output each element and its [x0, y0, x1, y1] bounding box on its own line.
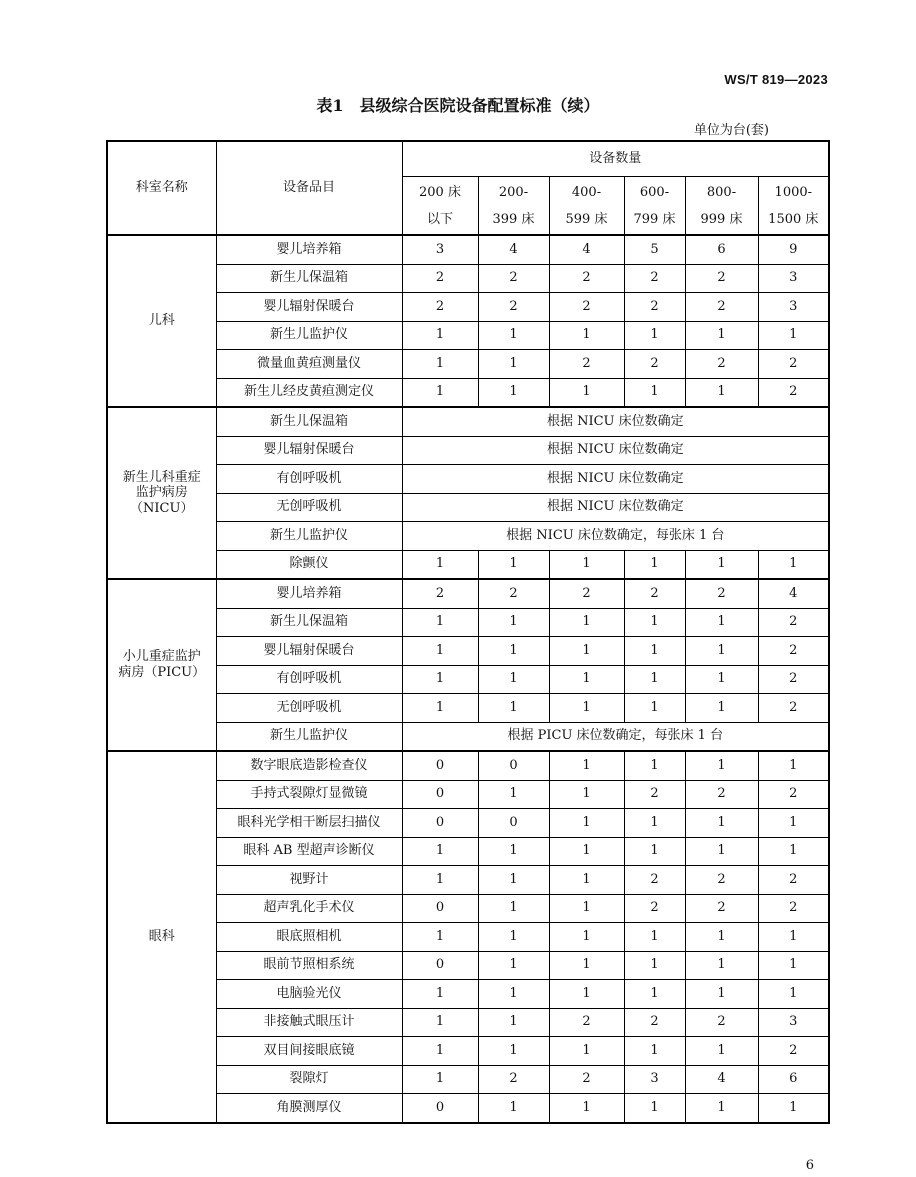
equipment-item: 新生儿保温箱 — [216, 608, 402, 637]
quantity-cell: 0 — [478, 751, 549, 780]
quantity-cell: 2 — [758, 665, 829, 694]
quantity-cell: 2 — [758, 378, 829, 407]
quantity-cell: 1 — [402, 923, 478, 952]
quantity-cell: 5 — [624, 235, 685, 264]
quantity-cell: 1 — [549, 1037, 624, 1066]
quantity-cell: 1 — [549, 866, 624, 895]
quantity-cell: 1 — [402, 1037, 478, 1066]
table-row — [107, 293, 829, 322]
quantity-cell: 4 — [478, 235, 549, 264]
quantity-cell: 1 — [624, 1037, 685, 1066]
quantity-cell: 1 — [624, 980, 685, 1009]
quantity-cell: 2 — [758, 608, 829, 637]
equipment-item: 电脑验光仪 — [216, 980, 402, 1009]
equipment-item: 微量血黄疸测量仪 — [216, 350, 402, 379]
department-name — [107, 407, 216, 579]
quantity-cell: 1 — [624, 809, 685, 838]
table-row — [107, 694, 829, 723]
bed-range-line2: 599 床 — [565, 211, 608, 227]
bed-range-line1: 600- — [639, 184, 670, 200]
quantity-cell: 1 — [758, 550, 829, 579]
table-row — [107, 1065, 829, 1094]
department-name-line: 病房（PICU） — [118, 665, 206, 680]
bed-range-line1: 200- — [498, 184, 529, 200]
quantity-cell: 0 — [478, 809, 549, 838]
quantity-cell: 1 — [685, 550, 758, 579]
quantity-cell: 1 — [685, 923, 758, 952]
quantity-cell: 1 — [478, 1037, 549, 1066]
quantity-cell: 2 — [685, 894, 758, 923]
bed-range-header — [549, 177, 624, 236]
quantity-cell: 1 — [402, 1008, 478, 1037]
quantity-cell: 3 — [758, 293, 829, 322]
department-name-line: 眼科 — [148, 928, 175, 944]
quantity-cell: 2 — [624, 780, 685, 809]
quantity-cell: 1 — [624, 665, 685, 694]
quantity-cell: 4 — [549, 235, 624, 264]
quantity-cell: 2 — [549, 1065, 624, 1094]
quantity-cell: 3 — [402, 235, 478, 264]
quantity-cell: 1 — [624, 550, 685, 579]
bed-range-header — [758, 177, 829, 236]
quantity-cell: 1 — [478, 321, 549, 350]
quantity-cell: 1 — [478, 608, 549, 637]
quantity-cell: 1 — [402, 1065, 478, 1094]
bed-range-header — [685, 177, 758, 236]
quantity-cell: 2 — [685, 866, 758, 895]
quantity-cell: 1 — [549, 1094, 624, 1123]
quantity-cell: 0 — [402, 751, 478, 780]
department-name-line: （NICU） — [130, 500, 194, 516]
quantity-cell: 1 — [478, 780, 549, 809]
quantity-cell: 0 — [402, 809, 478, 838]
table-title: 表1 县级综合医院设备配置标准（续） — [316, 96, 600, 115]
table-row — [107, 809, 829, 838]
quantity-cell: 1 — [549, 378, 624, 407]
equipment-item: 婴儿辐射保暖台 — [216, 293, 402, 322]
equipment-item: 有创呼吸机 — [216, 465, 402, 494]
equipment-item: 超声乳化手术仪 — [216, 894, 402, 923]
department-name — [107, 235, 216, 407]
quantity-cell: 2 — [402, 293, 478, 322]
quantity-cell: 1 — [478, 894, 549, 923]
quantity-cell: 2 — [685, 293, 758, 322]
quantity-cell: 1 — [549, 894, 624, 923]
quantity-cell: 1 — [478, 637, 549, 666]
quantity-cell: 1 — [758, 980, 829, 1009]
quantity-cell: 2 — [402, 264, 478, 293]
table-row — [107, 894, 829, 923]
equipment-item: 手持式裂隙灯显微镜 — [216, 780, 402, 809]
quantity-cell: 1 — [685, 837, 758, 866]
quantity-cell: 1 — [685, 378, 758, 407]
quantity-cell: 1 — [758, 751, 829, 780]
equipment-item: 除颤仪 — [216, 550, 402, 579]
quantity-cell: 1 — [402, 378, 478, 407]
equipment-item: 眼科光学相干断层扫描仪 — [216, 809, 402, 838]
quantity-cell: 1 — [402, 866, 478, 895]
quantity-cell: 1 — [402, 321, 478, 350]
quantity-cell: 1 — [402, 637, 478, 666]
bed-based-note: 根据 PICU 床位数确定，每张床 1 台 — [402, 722, 829, 751]
quantity-cell: 2 — [549, 293, 624, 322]
quantity-cell: 2 — [549, 1008, 624, 1037]
quantity-cell: 2 — [478, 579, 549, 608]
table-row — [107, 436, 829, 465]
equipment-item: 非接触式眼压计 — [216, 1008, 402, 1037]
quantity-cell: 2 — [685, 264, 758, 293]
quantity-cell: 1 — [549, 751, 624, 780]
quantity-cell: 1 — [478, 665, 549, 694]
equipment-item: 新生儿监护仪 — [216, 522, 402, 551]
table-row — [107, 550, 829, 579]
quantity-cell: 2 — [758, 780, 829, 809]
table-row — [107, 321, 829, 350]
table-row — [107, 751, 829, 780]
quantity-cell: 4 — [758, 579, 829, 608]
quantity-cell: 1 — [478, 694, 549, 723]
equipment-item: 有创呼吸机 — [216, 665, 402, 694]
quantity-cell: 4 — [685, 1065, 758, 1094]
quantity-cell: 1 — [402, 608, 478, 637]
table-row — [107, 837, 829, 866]
quantity-cell: 2 — [624, 264, 685, 293]
table-row — [107, 522, 829, 551]
quantity-cell: 1 — [685, 665, 758, 694]
quantity-cell: 2 — [624, 866, 685, 895]
header-dept: 科室名称 — [107, 141, 216, 235]
quantity-cell: 1 — [549, 637, 624, 666]
quantity-cell: 2 — [624, 1008, 685, 1037]
equipment-item: 新生儿保温箱 — [216, 407, 402, 436]
header-quantity: 设备数量 — [402, 141, 829, 177]
quantity-cell: 1 — [549, 980, 624, 1009]
quantity-cell: 9 — [758, 235, 829, 264]
quantity-cell: 1 — [758, 923, 829, 952]
quantity-cell: 2 — [478, 1065, 549, 1094]
department-name-line: 小儿重症监护 — [122, 649, 201, 665]
quantity-cell: 1 — [758, 837, 829, 866]
quantity-cell: 1 — [478, 550, 549, 579]
bed-based-note: 根据 NICU 床位数确定 — [402, 493, 829, 522]
quantity-cell: 1 — [478, 980, 549, 1009]
quantity-cell: 0 — [402, 1094, 478, 1123]
quantity-cell: 1 — [549, 780, 624, 809]
bed-based-note: 根据 NICU 床位数确定，每张床 1 台 — [402, 522, 829, 551]
equipment-item: 眼底照相机 — [216, 923, 402, 952]
quantity-cell: 1 — [685, 608, 758, 637]
quantity-cell: 1 — [402, 350, 478, 379]
quantity-cell: 1 — [549, 665, 624, 694]
quantity-cell: 3 — [758, 264, 829, 293]
equipment-item: 新生儿监护仪 — [216, 722, 402, 751]
table-row — [107, 866, 829, 895]
quantity-cell: 1 — [758, 951, 829, 980]
equipment-item: 新生儿监护仪 — [216, 321, 402, 350]
table-row — [107, 980, 829, 1009]
quantity-cell: 6 — [758, 1065, 829, 1094]
equipment-item: 无创呼吸机 — [216, 493, 402, 522]
department-name — [107, 579, 216, 751]
quantity-cell: 1 — [478, 1094, 549, 1123]
bed-range-line2: 1500 床 — [768, 211, 819, 227]
quantity-cell: 1 — [402, 665, 478, 694]
quantity-cell: 2 — [549, 264, 624, 293]
quantity-cell: 2 — [758, 350, 829, 379]
quantity-cell: 1 — [478, 837, 549, 866]
bed-based-note: 根据 NICU 床位数确定 — [402, 407, 829, 436]
table-row — [107, 579, 829, 608]
equipment-item: 婴儿辐射保暖台 — [216, 436, 402, 465]
department-group — [107, 579, 829, 751]
quantity-cell: 1 — [402, 980, 478, 1009]
quantity-cell: 2 — [478, 293, 549, 322]
quantity-cell: 1 — [402, 837, 478, 866]
table-row — [107, 350, 829, 379]
quantity-cell: 2 — [624, 894, 685, 923]
bed-range-header — [478, 177, 549, 236]
quantity-cell: 1 — [478, 923, 549, 952]
quantity-cell: 1 — [685, 694, 758, 723]
quantity-cell: 1 — [549, 951, 624, 980]
department-group — [107, 407, 829, 579]
quantity-cell: 1 — [624, 637, 685, 666]
table-row — [107, 407, 829, 436]
quantity-cell: 2 — [758, 866, 829, 895]
quantity-cell: 2 — [624, 579, 685, 608]
equipment-item: 新生儿经皮黄疸测定仪 — [216, 378, 402, 407]
equipment-item: 婴儿辐射保暖台 — [216, 637, 402, 666]
quantity-cell: 1 — [549, 608, 624, 637]
table-row — [107, 951, 829, 980]
quantity-cell: 2 — [758, 894, 829, 923]
quantity-cell: 3 — [758, 1008, 829, 1037]
quantity-cell: 1 — [685, 980, 758, 1009]
quantity-cell: 2 — [549, 579, 624, 608]
equipment-item: 婴儿培养箱 — [216, 579, 402, 608]
quantity-cell: 1 — [402, 694, 478, 723]
quantity-cell: 1 — [549, 809, 624, 838]
quantity-cell: 2 — [758, 637, 829, 666]
bed-range-header — [402, 177, 478, 236]
table-row — [107, 264, 829, 293]
quantity-cell: 1 — [685, 751, 758, 780]
table-row — [107, 923, 829, 952]
quantity-cell: 1 — [549, 550, 624, 579]
department-group — [107, 235, 829, 407]
quantity-cell: 1 — [624, 1094, 685, 1123]
bed-range-line1: 800- — [706, 184, 737, 200]
table-row — [107, 637, 829, 666]
table-row — [107, 722, 829, 751]
table-row — [107, 235, 829, 264]
quantity-cell: 1 — [624, 694, 685, 723]
quantity-cell: 1 — [624, 751, 685, 780]
equipment-item: 角膜测厚仪 — [216, 1094, 402, 1123]
bed-range-line1: 200 床 — [419, 184, 461, 200]
quantity-cell: 2 — [685, 350, 758, 379]
quantity-cell: 3 — [624, 1065, 685, 1094]
bed-range-line2: 以下 — [426, 211, 453, 227]
quantity-cell: 1 — [549, 694, 624, 723]
bed-range-line2: 999 床 — [700, 211, 743, 227]
equipment-item: 裂隙灯 — [216, 1065, 402, 1094]
quantity-cell: 1 — [624, 923, 685, 952]
table-row — [107, 493, 829, 522]
equipment-item: 视野计 — [216, 866, 402, 895]
quantity-cell: 2 — [402, 579, 478, 608]
table-row — [107, 1094, 829, 1123]
bed-based-note: 根据 NICU 床位数确定 — [402, 436, 829, 465]
quantity-cell: 1 — [549, 837, 624, 866]
bed-based-note: 根据 NICU 床位数确定 — [402, 465, 829, 494]
quantity-cell: 2 — [758, 1037, 829, 1066]
quantity-cell: 1 — [685, 1037, 758, 1066]
department-name-line: 监护病房 — [135, 485, 188, 501]
quantity-cell: 1 — [478, 350, 549, 379]
quantity-cell: 2 — [478, 264, 549, 293]
quantity-cell: 2 — [549, 350, 624, 379]
quantity-cell: 1 — [478, 1008, 549, 1037]
quantity-cell: 1 — [549, 923, 624, 952]
equipment-item: 数字眼底造影检查仪 — [216, 751, 402, 780]
equipment-item: 眼科 AB 型超声诊断仪 — [216, 837, 402, 866]
bed-range-header — [624, 177, 685, 236]
quantity-cell: 2 — [758, 694, 829, 723]
quantity-cell: 1 — [478, 951, 549, 980]
quantity-cell: 2 — [685, 1008, 758, 1037]
quantity-cell: 1 — [478, 866, 549, 895]
quantity-cell: 0 — [402, 951, 478, 980]
quantity-cell: 1 — [685, 809, 758, 838]
quantity-cell: 0 — [402, 780, 478, 809]
quantity-cell: 1 — [758, 321, 829, 350]
quantity-cell: 0 — [402, 894, 478, 923]
quantity-cell: 1 — [624, 378, 685, 407]
standard-code: WS/T 819—2023 — [724, 72, 828, 87]
table-row — [107, 780, 829, 809]
equipment-item: 眼前节照相系统 — [216, 951, 402, 980]
quantity-cell: 1 — [685, 637, 758, 666]
equipment-item: 双目间接眼底镜 — [216, 1037, 402, 1066]
quantity-cell: 1 — [758, 1094, 829, 1123]
table-row — [107, 378, 829, 407]
equipment-item: 婴儿培养箱 — [216, 235, 402, 264]
quantity-cell: 1 — [758, 809, 829, 838]
department-name-line: 新生儿科重症 — [122, 469, 201, 485]
equipment-item: 无创呼吸机 — [216, 694, 402, 723]
equipment-table — [106, 140, 830, 1124]
unit-note: 单位为台(套) — [693, 123, 769, 138]
quantity-cell: 2 — [685, 780, 758, 809]
quantity-cell: 2 — [624, 293, 685, 322]
quantity-cell: 1 — [402, 550, 478, 579]
quantity-cell: 2 — [624, 350, 685, 379]
quantity-cell: 1 — [624, 321, 685, 350]
table-row — [107, 608, 829, 637]
quantity-cell: 1 — [685, 951, 758, 980]
quantity-cell: 2 — [685, 579, 758, 608]
bed-range-line1: 400- — [571, 184, 602, 200]
bed-range-line1: 1000- — [774, 184, 813, 200]
page-number: 6 — [805, 1158, 814, 1173]
department-name-line: 儿科 — [148, 313, 175, 329]
bed-range-line2: 399 床 — [492, 211, 535, 227]
bed-range-line2: 799 床 — [633, 211, 676, 227]
department-group — [107, 751, 829, 1123]
table-row — [107, 465, 829, 494]
table-row — [107, 1008, 829, 1037]
equipment-item: 新生儿保温箱 — [216, 264, 402, 293]
table-row — [107, 1037, 829, 1066]
quantity-cell: 1 — [624, 951, 685, 980]
quantity-cell: 1 — [624, 837, 685, 866]
header-item: 设备品目 — [216, 141, 402, 235]
table-row — [107, 665, 829, 694]
quantity-cell: 1 — [685, 321, 758, 350]
quantity-cell: 1 — [549, 321, 624, 350]
quantity-cell: 1 — [478, 378, 549, 407]
department-name — [107, 751, 216, 1123]
quantity-cell: 1 — [624, 608, 685, 637]
quantity-cell: 6 — [685, 235, 758, 264]
quantity-cell: 1 — [685, 1094, 758, 1123]
